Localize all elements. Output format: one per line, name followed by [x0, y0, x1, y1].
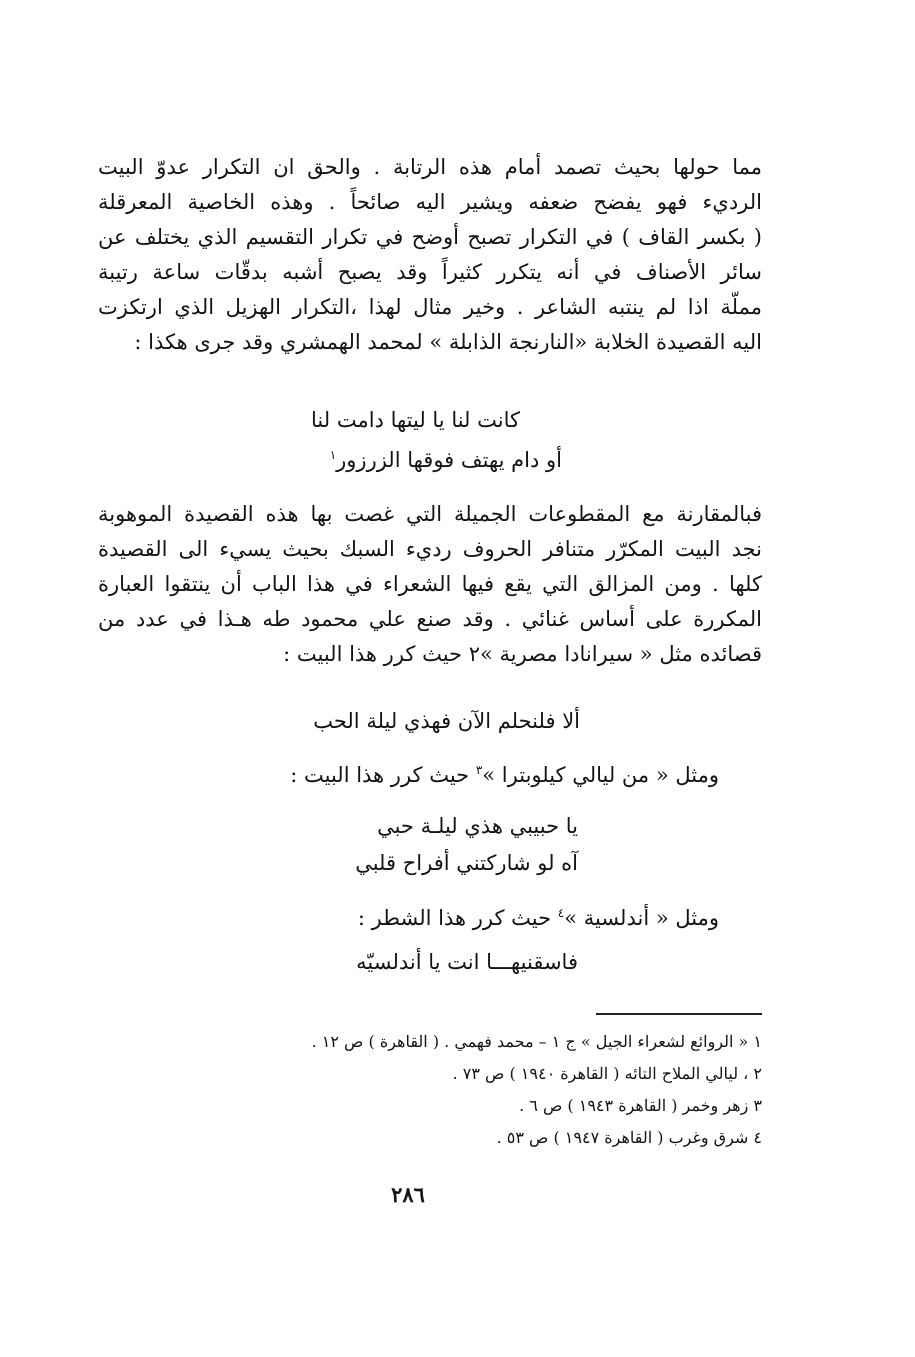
paragraph-line: فبالمقارنة مع المقطوعات الجميلة التي غصت بها هذه القصيدة الموهوبة — [98, 502, 762, 526]
verse-line — [330, 442, 562, 478]
verse-line: فاسقنيهـــا انت يا أندلسيّه — [356, 950, 578, 974]
footnote: ٣ زهر وخمر ( القاهرة ١٩٤٣ ) ص ٦ . — [519, 1096, 762, 1115]
footnote-marker: ٣ — [475, 763, 483, 777]
body-paragraph-2 — [98, 497, 762, 672]
verse-line: ألا فلنحلم الآن فهذي ليلة الحب — [313, 709, 580, 733]
paragraph-line: ( بكسر القاف ) في التكرار تصبح أوضح في تكرار التقسيم الذي يختلف عن — [98, 225, 762, 249]
intro-text: ومثل « أندلسية » — [564, 906, 719, 930]
footnote: ٤ شرق وغرب ( القاهرة ١٩٤٧ ) ص ٥٣ . — [496, 1128, 762, 1147]
verse-intro — [290, 757, 719, 793]
verse-line: كانت لنا يا ليتها دامت لنا — [311, 408, 520, 432]
footnote: ٢ ، ليالي الملاح التائه ( القاهرة ١٩٤٠ ) ص ٧٣ . — [452, 1064, 762, 1083]
footnote-marker: ٤ — [557, 906, 565, 920]
footnote-marker: ١ — [329, 448, 337, 462]
footnote-divider — [596, 1013, 762, 1015]
intro-text: حيث كرر هذا البيت : — [290, 763, 476, 787]
paragraph-line: نجد البيت المكرّر متنافر الحروف رديء السبك بحيث يسيء الى القصيدة — [98, 537, 762, 561]
intro-text: حيث كرر هذا الشطر : — [357, 906, 558, 930]
paragraph-line: كلها . ومن المزالق التي يقع فيها الشعراء في هذا الباب أن ينتقوا العبارة — [98, 572, 762, 596]
paragraph-line: قصائده مثل « سيرانادا مصرية »٢ حيث كرر هذا البيت : — [283, 642, 762, 666]
intro-text: ومثل « من ليالي كيلوبترا » — [482, 763, 719, 787]
paragraph-line: مملّة اذا لم ينتبه الشاعر . وخير مثال لهذا ،التكرار الهزيل الذي ارتكزت — [98, 295, 762, 319]
verse-line: آه لو شاركتني أفراح قلبي — [355, 851, 578, 875]
footnote: ١ « الروائع لشعراء الجيل » ج ١ – محمد فهمي . ( القاهرة ) ص ١٢ . — [311, 1032, 762, 1051]
paragraph-line: الرديء فهو يفضح ضعفه ويشير اليه صائحاً . وهذه الخاصية المعرقلة — [98, 190, 762, 214]
paragraph-line: اليه القصيدة الخلابة «النارنجة الذابلة » لمحمد الهمشري وقد جرى هكذا : — [134, 330, 762, 354]
paragraph-line: سائر الأصناف في أنه يتكرر كثيراً وقد يصبح أشبه بدقّات ساعة رتيبة — [98, 260, 762, 284]
verse-line: يا حبيبي هذي ليلـة حبي — [377, 814, 578, 838]
verse-intro — [358, 900, 719, 936]
paragraph-line: المكررة على أساس غنائي . وقد صنع علي محمود طه هـذا في عدد من — [98, 607, 762, 631]
body-paragraph-1 — [98, 150, 762, 360]
paragraph-line: مما حولها بحيث تصمد أمام هذه الرتابة . والحق ان التكرار عدوّ البيت — [98, 155, 762, 179]
verse-text: أو دام يهتف فوقها الزرزور — [336, 448, 562, 472]
page-number: ٢٨٦ — [391, 1182, 425, 1207]
